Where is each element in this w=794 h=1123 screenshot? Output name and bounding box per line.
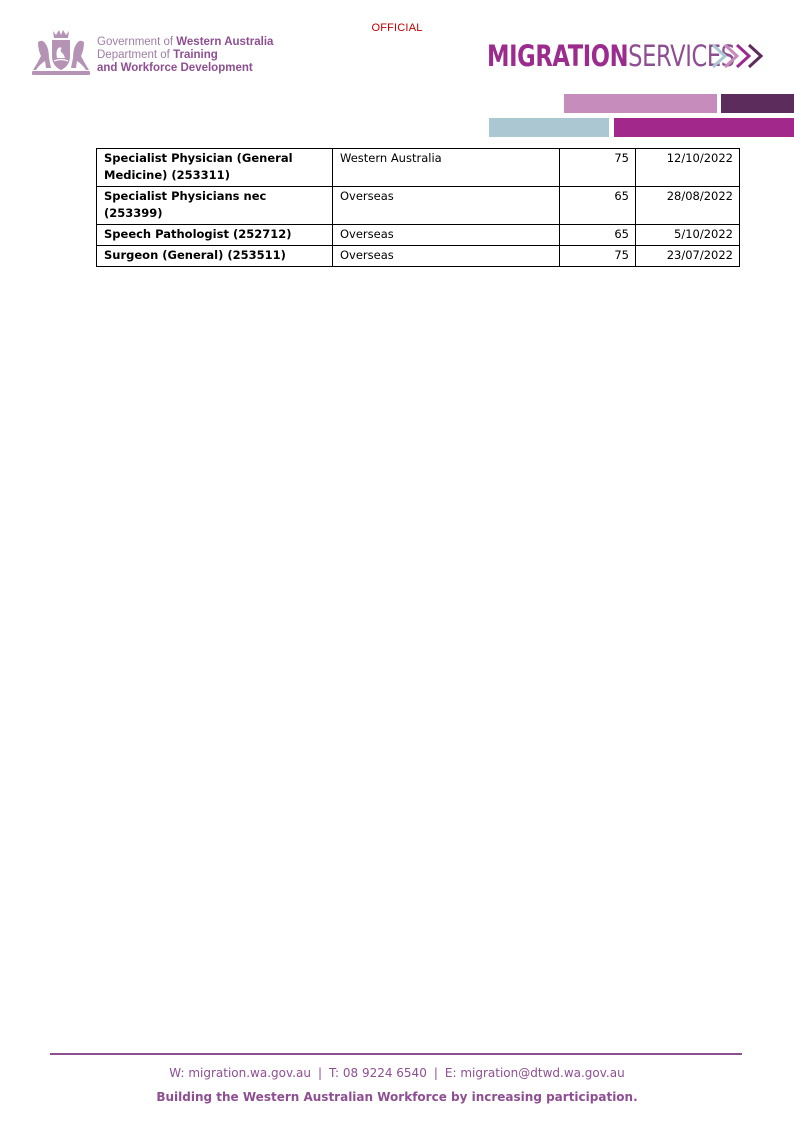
occupation-cell: Surgeon (General) (253511): [97, 246, 333, 267]
occupation-table: [96, 148, 740, 267]
location-cell: Western Australia: [333, 149, 560, 187]
score-cell: 75: [560, 149, 636, 187]
score-cell: 65: [560, 225, 636, 246]
gov-line2-prefix: Department of: [97, 49, 174, 61]
decorative-bar-blue: [489, 118, 609, 137]
date-cell: 12/10/2022: [636, 149, 740, 187]
table-row: [97, 246, 740, 267]
occupation-cell: Specialist Physician (General Medicine) (253311): [97, 149, 333, 187]
gov-line2-bold: Training: [173, 49, 218, 61]
footer-divider: [50, 1053, 742, 1055]
occupation-cell: Speech Pathologist (252712): [97, 225, 333, 246]
table-row: [97, 187, 740, 225]
brand-wordmark: [487, 36, 735, 76]
decorative-bar-dark: [721, 94, 794, 113]
gov-line1-prefix: Government of: [97, 36, 177, 48]
date-cell: 23/07/2022: [636, 246, 740, 267]
classification-label: OFFICIAL: [371, 22, 423, 34]
score-cell: 65: [560, 187, 636, 225]
brand-word-services: SERVICES: [628, 39, 735, 73]
government-department-text: [97, 36, 273, 75]
chevron-arrows-icon: [711, 42, 763, 70]
brand-word-migration: MIGRATION: [487, 39, 629, 73]
phone-text: T: 08 9224 6540: [328, 1066, 427, 1080]
location-cell: Overseas: [333, 187, 560, 225]
gov-line1-bold: Western Australia: [176, 36, 274, 48]
government-logo: [30, 28, 300, 78]
migration-services-logo: [487, 36, 767, 76]
decorative-bar-magenta: [614, 118, 794, 137]
decorative-bar-pink: [564, 94, 717, 113]
footer-separator: |: [317, 1066, 322, 1080]
occupation-cell: Specialist Physicians nec (253399): [97, 187, 333, 225]
footer-separator: |: [433, 1066, 438, 1080]
wa-crest-icon: [30, 28, 92, 76]
date-cell: 5/10/2022: [636, 225, 740, 246]
gov-line3-bold: and Workforce Development: [97, 62, 253, 74]
footer-contact-line: [0, 1066, 794, 1080]
footer-tagline: Building the Western Australian Workforce by increasing participation.: [156, 1090, 638, 1104]
table-row: [97, 225, 740, 246]
email-link[interactable]: E: migration@dtwd.wa.gov.au: [444, 1066, 625, 1080]
website-link[interactable]: W: migration.wa.gov.au: [169, 1066, 311, 1080]
table-row: [97, 149, 740, 187]
location-cell: Overseas: [333, 225, 560, 246]
location-cell: Overseas: [333, 246, 560, 267]
date-cell: 28/08/2022: [636, 187, 740, 225]
score-cell: 75: [560, 246, 636, 267]
